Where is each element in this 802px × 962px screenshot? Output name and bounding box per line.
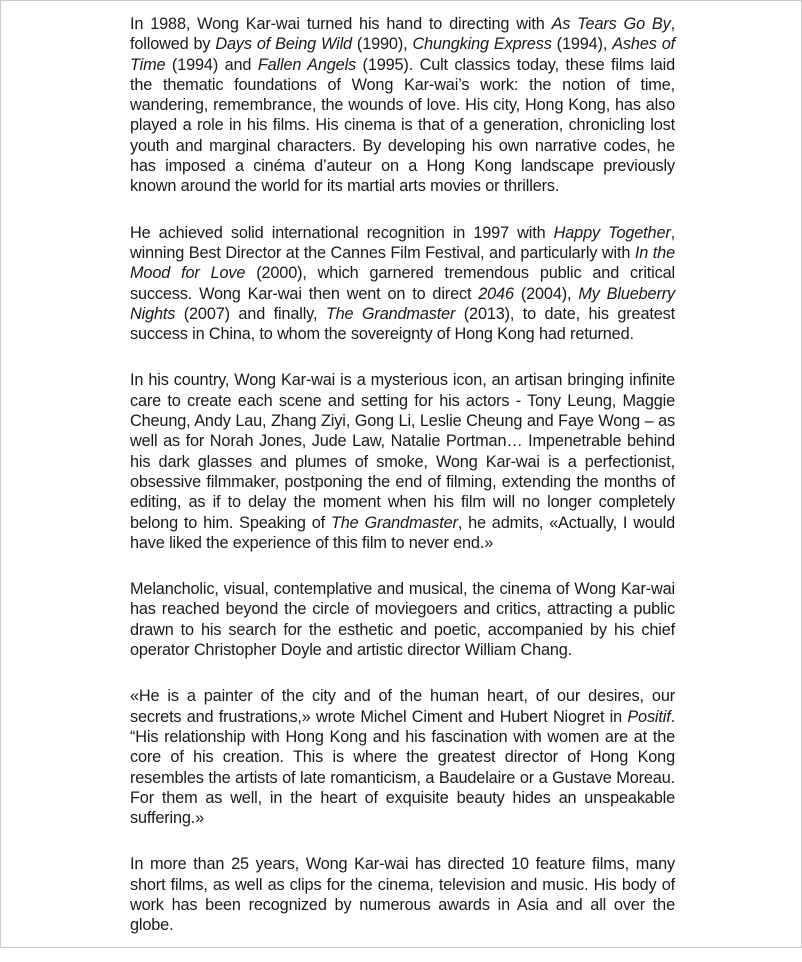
paragraph-painter-quote: «He is a painter of the city and of the human heart, of our desires, our secrets and frustrations,» wrote Michel Ciment and Hubert Niogret in Positif. “His relationship with Hong Kong and his fascination with women are at the core of his creation. This is where the greatest director of Hong Kong resembles the artists of late romanticism, a Baudelaire or a Gustave Moreau. For them as well, in the heart of exquisite beauty hides an unspeakable suffering.» bbox=[130, 687, 675, 828]
film-title: Ashes of Time bbox=[130, 35, 675, 74]
publication-title: Positif bbox=[627, 707, 671, 726]
paragraph-directing-debut: In 1988, Wong Kar-wai turned his hand to directing with As Tears Go By, followed by Days of Being Wild (1990), Chungking Express (1994), Ashes of Time (1994) and Fallen Angels (1995). Cult classics today, these films laid the thematic foundations of Wong Kar-wai’s work: the notion of time, wandering, remembrance, the wounds of love. His city, Hong Kong, has also played a role in his films. His cinema is that of a generation, chronicling lost youth and marginal characters. By developing his own narrative codes, he has imposed a cinéma d’auteur on a Hong Kong landscape previously known around the world for its martial arts movies or thrillers. bbox=[130, 15, 676, 196]
paragraph-career-summary: In more than 25 years, Wong Kar-wai has directed 10 feature films, many short films, as well as clips for the cinema, television and music. His body of work has been recognized by numerous awards in Asia and all over the globe. bbox=[130, 855, 675, 935]
film-title: Fallen Angels bbox=[257, 55, 357, 74]
film-title: As Tears Go By bbox=[551, 15, 671, 33]
film-title: The Grandmaster bbox=[325, 304, 456, 323]
article-body bbox=[130, 14, 675, 962]
paragraph-international-recognition: He achieved solid international recognition in 1997 with Happy Together, winning Best Director at the Cannes Film Festival, and particularly with In the Mood for Love (2000), which garnered tremendous public and critical success. Wong Kar-wai then went on to direct 2046 (2004), My Blueberry Nights (2007) and finally, The Grandmaster (2013), to date, his greatest success in China, to whom the sovereignty of Hong Kong had returned. bbox=[130, 223, 675, 344]
film-title: The Grandmaster bbox=[330, 513, 458, 532]
film-title: In the Mood for Love bbox=[130, 243, 675, 283]
paragraph-mysterious-icon: In his country, Wong Kar-wai is a mysterious icon, an artisan bringing infinite care to create each scene and setting for his actors - Tony Leung, Maggie Cheung, Andy Lau, Zhang Ziyi, Gong Li, Leslie Cheung and Faye Wong – as well as for Norah Jones, Jude Law, Natalie Portman… Impenetrable behind his dark glasses and plumes of smoke, Wong Kar-wai is a perfectionist, obsessive filmmaker, postponing the end of filming, extending the months of editing, as if to delay the moment when his film will no longer completely belong to him. Speaking of The Grandmaster, he admits, «Actually, I would have liked the experience of this film to never end.» bbox=[130, 371, 675, 552]
film-title: My Blueberry Nights bbox=[130, 284, 675, 323]
film-title: Chungking Express bbox=[412, 35, 552, 54]
film-title: Happy Together bbox=[553, 223, 671, 242]
paragraph-melancholic-cinema: Melancholic, visual, contemplative and musical, the cinema of Wong Kar-wai has reached beyond the circle of moviegoers and critics, attracting a public drawn to his search for the esthetic and poetic, accompanied by his chief operator Christopher Doyle and artistic director William Chang. bbox=[130, 580, 675, 660]
film-title: 2046 bbox=[478, 284, 514, 303]
film-title: Days of Being Wild bbox=[215, 35, 352, 54]
